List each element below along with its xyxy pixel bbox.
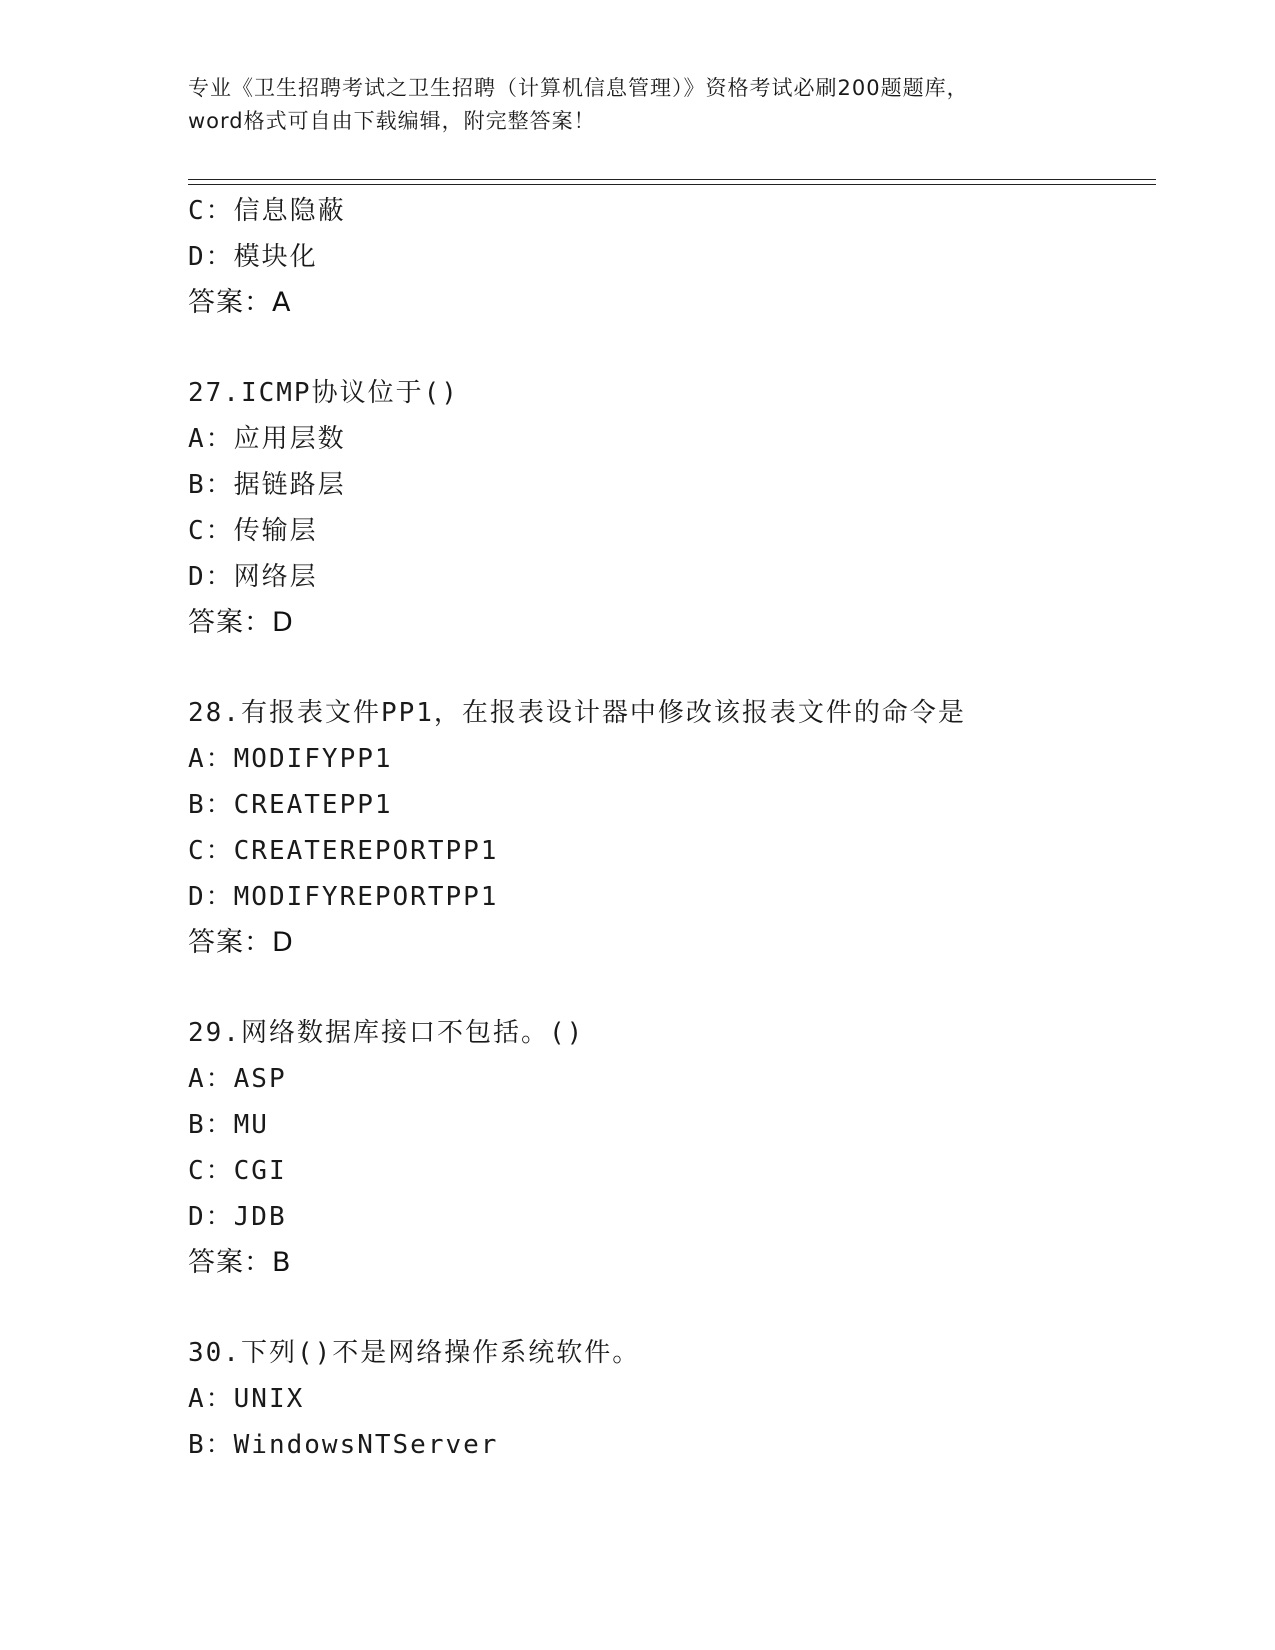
answer-line: 答案：B [188, 1247, 292, 1278]
option-a: A：应用层数 [188, 424, 346, 454]
question-spacer [188, 326, 1156, 370]
question-block-28 [188, 690, 1156, 966]
option-a: A：MODIFYPP1 [188, 744, 393, 774]
question-block-27 [188, 370, 1156, 646]
question-spacer [188, 646, 1156, 690]
option-d: D：MODIFYREPORTPP1 [188, 882, 499, 912]
header-title-line-1: 专业《卫生招聘考试之卫生招聘（计算机信息管理）》资格考试必刷200题题库， [188, 76, 969, 100]
header-title-line-2: word格式可自由下载编辑，附完整答案！ [188, 109, 596, 133]
question-spacer [188, 1286, 1156, 1330]
answer-line: 答案：A [188, 287, 292, 318]
option-c: C：CREATEREPORTPP1 [188, 836, 499, 866]
answer-line: 答案：D [188, 607, 294, 638]
header-double-rule [188, 179, 1156, 185]
option-a: A：ASP [188, 1064, 287, 1094]
question-block-30 [188, 1330, 1156, 1468]
document-header [188, 72, 1088, 138]
answer-line: 答案：D [188, 927, 294, 958]
option-d: D：模块化 [188, 242, 318, 272]
option-b: B：CREATEPP1 [188, 790, 393, 820]
question-stem: 30.下列()不是网络操作系统软件。 [188, 1338, 641, 1368]
question-stem: 28.有报表文件PP1，在报表设计器中修改该报表文件的命令是 [188, 698, 966, 728]
option-b: B：据链路层 [188, 470, 346, 500]
option-c: C：信息隐蔽 [188, 196, 346, 226]
option-a: A：UNIX [188, 1384, 305, 1414]
question-list [188, 188, 1156, 1468]
option-b: B：MU [188, 1110, 269, 1140]
option-c: C：CGI [188, 1156, 287, 1186]
question-stem: 29.网络数据库接口不包括。() [188, 1018, 585, 1048]
question-block-26-fragment [188, 188, 1156, 326]
question-block-29 [188, 1010, 1156, 1286]
question-stem: 27.ICMP协议位于() [188, 378, 459, 408]
option-d: D：网络层 [188, 562, 318, 592]
option-d: D：JDB [188, 1202, 287, 1232]
question-spacer [188, 966, 1156, 1010]
option-c: C：传输层 [188, 516, 318, 546]
option-b: B：WindowsNTServer [188, 1430, 499, 1460]
